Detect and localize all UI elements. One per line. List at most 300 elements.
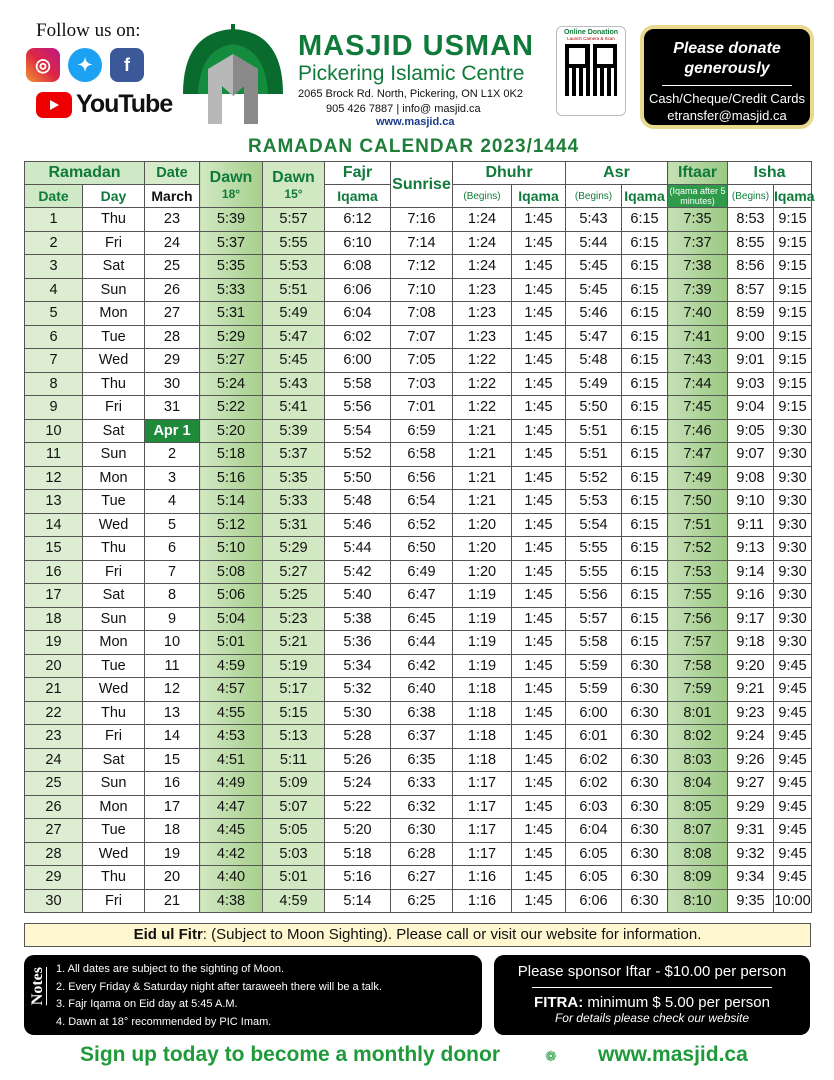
cell-march-date: 9 bbox=[145, 607, 200, 631]
cell-fajr-iqama: 5:24 bbox=[325, 772, 391, 796]
cell-iftaar: 8:05 bbox=[668, 795, 728, 819]
header-dawn-15 bbox=[263, 162, 325, 208]
cell-sunrise: 6:40 bbox=[391, 678, 453, 702]
cell-asr-begins: 6:00 bbox=[566, 701, 622, 725]
cell-day: Thu bbox=[83, 537, 145, 561]
follow-us-label: Follow us on: bbox=[36, 20, 141, 41]
cell-dawn-18: 5:16 bbox=[200, 466, 263, 490]
cell-asr-begins: 5:53 bbox=[566, 490, 622, 514]
cell-iftaar: 8:04 bbox=[668, 772, 728, 796]
cell-march-date: 20 bbox=[145, 866, 200, 890]
qr-subtitle: Launch Camera & Scan bbox=[567, 36, 615, 41]
table-row bbox=[25, 349, 812, 373]
cell-dhuhr-iqama: 1:45 bbox=[512, 255, 566, 279]
cell-march-date: 11 bbox=[145, 654, 200, 678]
cell-dawn-18: 5:10 bbox=[200, 537, 263, 561]
cell-asr-iqama: 6:15 bbox=[622, 466, 668, 490]
cell-isha-iqama: 9:15 bbox=[774, 325, 812, 349]
cell-isha-iqama: 9:15 bbox=[774, 278, 812, 302]
cell-asr-iqama: 6:30 bbox=[622, 819, 668, 843]
cell-day: Thu bbox=[83, 372, 145, 396]
cell-iftaar: 7:55 bbox=[668, 584, 728, 608]
cell-asr-iqama: 6:30 bbox=[622, 795, 668, 819]
cell-day: Sun bbox=[83, 443, 145, 467]
cell-isha-begins: 9:26 bbox=[728, 748, 774, 772]
cell-dawn-18: 5:08 bbox=[200, 560, 263, 584]
cell-isha-iqama: 9:30 bbox=[774, 466, 812, 490]
cell-asr-iqama: 6:15 bbox=[622, 231, 668, 255]
cell-asr-iqama: 6:30 bbox=[622, 772, 668, 796]
cell-isha-begins: 9:11 bbox=[728, 513, 774, 537]
cell-isha-iqama: 9:45 bbox=[774, 842, 812, 866]
cell-dawn-18: 4:59 bbox=[200, 654, 263, 678]
cell-sunrise: 7:08 bbox=[391, 302, 453, 326]
cell-march-date: 24 bbox=[145, 231, 200, 255]
cell-iftaar: 8:07 bbox=[668, 819, 728, 843]
fitra-line bbox=[494, 994, 810, 1011]
cell-dhuhr-iqama: 1:45 bbox=[512, 725, 566, 749]
cell-isha-iqama: 9:45 bbox=[774, 725, 812, 749]
subheader-asr-begins: (Begins) bbox=[566, 185, 622, 208]
table-row bbox=[25, 607, 812, 631]
cell-isha-iqama: 9:30 bbox=[774, 537, 812, 561]
cell-march-date: 29 bbox=[145, 349, 200, 373]
cell-dhuhr-begins: 1:17 bbox=[453, 842, 512, 866]
header-website-link[interactable]: www.masjid.ca bbox=[376, 116, 455, 128]
cell-isha-begins: 9:10 bbox=[728, 490, 774, 514]
calendar-title: RAMADAN CALENDAR 2023/1444 bbox=[248, 136, 580, 157]
cell-isha-begins: 9:29 bbox=[728, 795, 774, 819]
cell-sunrise: 6:35 bbox=[391, 748, 453, 772]
cell-sunrise: 6:42 bbox=[391, 654, 453, 678]
table-row bbox=[25, 889, 812, 913]
cell-dawn-15: 5:27 bbox=[263, 560, 325, 584]
cell-dhuhr-begins: 1:16 bbox=[453, 866, 512, 890]
cell-dhuhr-iqama: 1:45 bbox=[512, 349, 566, 373]
cell-dhuhr-begins: 1:21 bbox=[453, 466, 512, 490]
cell-isha-begins: 9:34 bbox=[728, 866, 774, 890]
table-row bbox=[25, 396, 812, 420]
cell-asr-begins: 6:05 bbox=[566, 866, 622, 890]
cell-asr-iqama: 6:30 bbox=[622, 889, 668, 913]
header-fajr: Fajr bbox=[325, 162, 391, 185]
cell-isha-begins: 9:21 bbox=[728, 678, 774, 702]
cell-dawn-15: 5:21 bbox=[263, 631, 325, 655]
fitra-text: minimum $ 5.00 per person bbox=[583, 994, 770, 1011]
notes-label: Notes bbox=[29, 967, 46, 1006]
cell-dhuhr-begins: 1:23 bbox=[453, 278, 512, 302]
note-item: 4. Dawn at 18° recommended by PIC Imam. bbox=[56, 1015, 272, 1028]
cell-asr-iqama: 6:15 bbox=[622, 255, 668, 279]
cell-dawn-18: 4:57 bbox=[200, 678, 263, 702]
cell-sunrise: 7:07 bbox=[391, 325, 453, 349]
table-row bbox=[25, 302, 812, 326]
cell-iftaar: 8:08 bbox=[668, 842, 728, 866]
cell-asr-begins: 6:04 bbox=[566, 819, 622, 843]
cell-asr-begins: 5:51 bbox=[566, 443, 622, 467]
cell-isha-begins: 8:56 bbox=[728, 255, 774, 279]
subheader-fajr-iqama: Iqama bbox=[325, 185, 391, 208]
cell-iftaar: 8:10 bbox=[668, 889, 728, 913]
cell-iftaar: 7:38 bbox=[668, 255, 728, 279]
notes-list bbox=[56, 961, 382, 1031]
cell-dhuhr-iqama: 1:45 bbox=[512, 443, 566, 467]
cell-iftaar: 7:49 bbox=[668, 466, 728, 490]
cell-day: Thu bbox=[83, 701, 145, 725]
cell-march-date: 26 bbox=[145, 278, 200, 302]
header-iftaar: Iftaar bbox=[668, 162, 728, 185]
cell-dawn-15: 5:31 bbox=[263, 513, 325, 537]
instagram-icon[interactable]: ◎ bbox=[26, 48, 60, 82]
cell-dawn-18: 5:01 bbox=[200, 631, 263, 655]
cell-dhuhr-begins: 1:20 bbox=[453, 513, 512, 537]
cell-dhuhr-begins: 1:19 bbox=[453, 631, 512, 655]
notes-box bbox=[24, 955, 482, 1035]
cell-isha-begins: 9:07 bbox=[728, 443, 774, 467]
cell-march-date: 15 bbox=[145, 748, 200, 772]
table-row bbox=[25, 772, 812, 796]
cell-asr-iqama: 6:15 bbox=[622, 490, 668, 514]
cell-march-date: 25 bbox=[145, 255, 200, 279]
cell-fajr-iqama: 5:58 bbox=[325, 372, 391, 396]
iftar-sponsor-text: Please sponsor Iftar - $10.00 per person bbox=[517, 963, 787, 980]
subheader-dhuhr-iqama: Iqama bbox=[512, 185, 566, 208]
cell-asr-begins: 5:45 bbox=[566, 278, 622, 302]
cell-asr-iqama: 6:15 bbox=[622, 607, 668, 631]
cell-dawn-18: 5:29 bbox=[200, 325, 263, 349]
cell-sunrise: 6:49 bbox=[391, 560, 453, 584]
cell-asr-begins: 6:03 bbox=[566, 795, 622, 819]
cell-asr-begins: 5:55 bbox=[566, 560, 622, 584]
cell-march-date: 27 bbox=[145, 302, 200, 326]
cell-fajr-iqama: 5:26 bbox=[325, 748, 391, 772]
cell-dawn-15: 5:29 bbox=[263, 537, 325, 561]
cell-dawn-15: 5:39 bbox=[263, 419, 325, 443]
cell-dhuhr-iqama: 1:45 bbox=[512, 819, 566, 843]
cell-ramadan-date: 14 bbox=[25, 513, 83, 537]
cell-asr-begins: 6:05 bbox=[566, 842, 622, 866]
cell-sunrise: 7:14 bbox=[391, 231, 453, 255]
cell-dawn-18: 5:22 bbox=[200, 396, 263, 420]
cell-dhuhr-begins: 1:20 bbox=[453, 537, 512, 561]
cell-dawn-15: 5:15 bbox=[263, 701, 325, 725]
cell-dawn-15: 5:37 bbox=[263, 443, 325, 467]
cell-iftaar: 7:40 bbox=[668, 302, 728, 326]
cell-march-date: 17 bbox=[145, 795, 200, 819]
cell-ramadan-date: 20 bbox=[25, 654, 83, 678]
header-ramadan: Ramadan bbox=[25, 162, 145, 185]
header-dawn15-degree: 15° bbox=[284, 186, 303, 201]
ramadan-timetable bbox=[24, 161, 815, 913]
cell-dhuhr-begins: 1:24 bbox=[453, 208, 512, 232]
sponsor-box bbox=[494, 955, 810, 1035]
cell-asr-iqama: 6:15 bbox=[622, 302, 668, 326]
cell-isha-iqama: 9:45 bbox=[774, 866, 812, 890]
social-links bbox=[26, 48, 144, 82]
cell-isha-iqama: 9:15 bbox=[774, 372, 812, 396]
youtube-link[interactable] bbox=[36, 90, 172, 119]
cell-day: Sat bbox=[83, 255, 145, 279]
cell-fajr-iqama: 6:10 bbox=[325, 231, 391, 255]
cell-fajr-iqama: 6:06 bbox=[325, 278, 391, 302]
cell-dhuhr-iqama: 1:45 bbox=[512, 584, 566, 608]
cell-dawn-15: 5:13 bbox=[263, 725, 325, 749]
cell-day: Fri bbox=[83, 396, 145, 420]
cell-asr-begins: 5:56 bbox=[566, 584, 622, 608]
donation-qr-card[interactable] bbox=[556, 26, 626, 116]
cell-ramadan-date: 28 bbox=[25, 842, 83, 866]
cell-dhuhr-begins: 1:18 bbox=[453, 678, 512, 702]
cell-iftaar: 7:57 bbox=[668, 631, 728, 655]
cell-march-date: 2 bbox=[145, 443, 200, 467]
cell-dawn-15: 5:25 bbox=[263, 584, 325, 608]
cell-fajr-iqama: 5:48 bbox=[325, 490, 391, 514]
cell-sunrise: 6:33 bbox=[391, 772, 453, 796]
cell-isha-iqama: 9:30 bbox=[774, 490, 812, 514]
cell-dhuhr-iqama: 1:45 bbox=[512, 396, 566, 420]
cell-march-date: 21 bbox=[145, 889, 200, 913]
footer-website-link[interactable]: www.masjid.ca bbox=[598, 1043, 748, 1066]
cell-dhuhr-iqama: 1:45 bbox=[512, 678, 566, 702]
masjid-address: 2065 Brock Rd. North, Pickering, ON L1X 0K2 bbox=[298, 88, 523, 100]
cell-dawn-18: 5:31 bbox=[200, 302, 263, 326]
cell-asr-iqama: 6:30 bbox=[622, 842, 668, 866]
donate-title: Please donate generously bbox=[673, 40, 781, 77]
cell-dawn-18: 4:45 bbox=[200, 819, 263, 843]
cell-ramadan-date: 10 bbox=[25, 419, 83, 443]
header-sunrise: Sunrise bbox=[391, 162, 453, 208]
header-dawn18-label: Dawn bbox=[209, 168, 253, 186]
cell-dhuhr-iqama: 1:45 bbox=[512, 560, 566, 584]
cell-dhuhr-begins: 1:21 bbox=[453, 443, 512, 467]
cell-ramadan-date: 25 bbox=[25, 772, 83, 796]
cell-fajr-iqama: 5:14 bbox=[325, 889, 391, 913]
cell-day: Fri bbox=[83, 889, 145, 913]
cell-dhuhr-begins: 1:17 bbox=[453, 819, 512, 843]
table-row bbox=[25, 443, 812, 467]
cell-dawn-18: 5:39 bbox=[200, 208, 263, 232]
cell-asr-begins: 5:54 bbox=[566, 513, 622, 537]
table-row bbox=[25, 701, 812, 725]
cell-dhuhr-iqama: 1:45 bbox=[512, 631, 566, 655]
cell-sunrise: 6:28 bbox=[391, 842, 453, 866]
cell-sunrise: 6:45 bbox=[391, 607, 453, 631]
cell-dawn-18: 5:37 bbox=[200, 231, 263, 255]
cell-dawn-15: 5:09 bbox=[263, 772, 325, 796]
cell-isha-iqama: 9:30 bbox=[774, 560, 812, 584]
cell-ramadan-date: 8 bbox=[25, 372, 83, 396]
cell-isha-iqama: 9:30 bbox=[774, 419, 812, 443]
cell-isha-begins: 9:18 bbox=[728, 631, 774, 655]
cell-ramadan-date: 22 bbox=[25, 701, 83, 725]
cell-dhuhr-begins: 1:22 bbox=[453, 372, 512, 396]
cell-day: Sun bbox=[83, 607, 145, 631]
cell-isha-iqama: 9:15 bbox=[774, 231, 812, 255]
facebook-icon[interactable]: f bbox=[110, 48, 144, 82]
cell-dawn-15: 5:57 bbox=[263, 208, 325, 232]
masjid-logo bbox=[178, 24, 288, 126]
signup-banner[interactable]: Sign up today to become a monthly donor bbox=[80, 1043, 501, 1066]
cell-dhuhr-iqama: 1:45 bbox=[512, 701, 566, 725]
cell-march-date: 14 bbox=[145, 725, 200, 749]
cell-iftaar: 7:58 bbox=[668, 654, 728, 678]
subheader-dhuhr-begins: (Begins) bbox=[453, 185, 512, 208]
cell-dawn-18: 4:53 bbox=[200, 725, 263, 749]
cell-dhuhr-iqama: 1:45 bbox=[512, 278, 566, 302]
cell-isha-begins: 9:00 bbox=[728, 325, 774, 349]
cell-asr-begins: 5:58 bbox=[566, 631, 622, 655]
cell-sunrise: 6:30 bbox=[391, 819, 453, 843]
cell-march-date: 28 bbox=[145, 325, 200, 349]
cell-dhuhr-iqama: 1:45 bbox=[512, 325, 566, 349]
cell-dawn-15: 5:03 bbox=[263, 842, 325, 866]
cell-asr-iqama: 6:15 bbox=[622, 372, 668, 396]
cell-dhuhr-iqama: 1:45 bbox=[512, 654, 566, 678]
cell-iftaar: 7:43 bbox=[668, 349, 728, 373]
cell-fajr-iqama: 5:38 bbox=[325, 607, 391, 631]
cell-asr-begins: 6:01 bbox=[566, 725, 622, 749]
cell-dawn-18: 5:24 bbox=[200, 372, 263, 396]
cell-asr-begins: 5:52 bbox=[566, 466, 622, 490]
cell-ramadan-date: 5 bbox=[25, 302, 83, 326]
twitter-icon[interactable]: ✦ bbox=[68, 48, 102, 82]
cell-dawn-18: 4:55 bbox=[200, 701, 263, 725]
cell-iftaar: 7:51 bbox=[668, 513, 728, 537]
cell-asr-iqama: 6:15 bbox=[622, 278, 668, 302]
cell-isha-iqama: 9:45 bbox=[774, 819, 812, 843]
cell-iftaar: 7:50 bbox=[668, 490, 728, 514]
cell-day: Tue bbox=[83, 654, 145, 678]
cell-isha-iqama: 9:15 bbox=[774, 208, 812, 232]
cell-sunrise: 6:56 bbox=[391, 466, 453, 490]
cell-day: Tue bbox=[83, 490, 145, 514]
cell-dawn-15: 5:41 bbox=[263, 396, 325, 420]
cell-iftaar: 7:45 bbox=[668, 396, 728, 420]
cell-dhuhr-iqama: 1:45 bbox=[512, 842, 566, 866]
subheader-isha-begins: (Begins) bbox=[728, 185, 774, 208]
cell-asr-begins: 6:06 bbox=[566, 889, 622, 913]
cell-day: Mon bbox=[83, 631, 145, 655]
cell-dhuhr-begins: 1:22 bbox=[453, 349, 512, 373]
cell-ramadan-date: 13 bbox=[25, 490, 83, 514]
cell-fajr-iqama: 5:44 bbox=[325, 537, 391, 561]
table-row bbox=[25, 278, 812, 302]
cell-iftaar: 7:53 bbox=[668, 560, 728, 584]
cell-dhuhr-begins: 1:20 bbox=[453, 560, 512, 584]
cell-asr-begins: 6:02 bbox=[566, 748, 622, 772]
cell-iftaar: 7:37 bbox=[668, 231, 728, 255]
table-row bbox=[25, 255, 812, 279]
cell-dawn-18: 4:47 bbox=[200, 795, 263, 819]
cell-day: Mon bbox=[83, 795, 145, 819]
cell-isha-iqama: 10:00 bbox=[774, 889, 812, 913]
header-dawn15-label: Dawn bbox=[272, 168, 315, 186]
cell-iftaar: 7:35 bbox=[668, 208, 728, 232]
cell-fajr-iqama: 5:50 bbox=[325, 466, 391, 490]
cell-fajr-iqama: 5:52 bbox=[325, 443, 391, 467]
cell-fajr-iqama: 6:12 bbox=[325, 208, 391, 232]
table-row bbox=[25, 372, 812, 396]
cell-iftaar: 7:39 bbox=[668, 278, 728, 302]
cell-dawn-15: 4:59 bbox=[263, 889, 325, 913]
cell-iftaar: 7:46 bbox=[668, 419, 728, 443]
cell-dhuhr-iqama: 1:45 bbox=[512, 419, 566, 443]
cell-sunrise: 6:25 bbox=[391, 889, 453, 913]
cell-sunrise: 7:05 bbox=[391, 349, 453, 373]
cell-dawn-18: 4:49 bbox=[200, 772, 263, 796]
table-row bbox=[25, 725, 812, 749]
fitra-label: FITRA: bbox=[534, 994, 584, 1011]
cell-sunrise: 7:16 bbox=[391, 208, 453, 232]
header-date: Date bbox=[145, 162, 200, 185]
cell-dhuhr-begins: 1:21 bbox=[453, 419, 512, 443]
cell-isha-begins: 9:13 bbox=[728, 537, 774, 561]
cell-dhuhr-begins: 1:22 bbox=[453, 396, 512, 420]
cell-dawn-18: 4:51 bbox=[200, 748, 263, 772]
table-row bbox=[25, 419, 812, 443]
cell-dawn-15: 5:33 bbox=[263, 490, 325, 514]
cell-dawn-15: 5:05 bbox=[263, 819, 325, 843]
note-item: 2. Every Friday & Saturday night after taraweeh there will be a talk. bbox=[56, 980, 382, 993]
cell-dhuhr-begins: 1:19 bbox=[453, 654, 512, 678]
cell-dhuhr-begins: 1:18 bbox=[453, 725, 512, 749]
cell-dawn-15: 5:53 bbox=[263, 255, 325, 279]
cell-ramadan-date: 2 bbox=[25, 231, 83, 255]
cell-asr-begins: 5:57 bbox=[566, 607, 622, 631]
cell-dawn-15: 5:01 bbox=[263, 866, 325, 890]
cell-isha-begins: 9:32 bbox=[728, 842, 774, 866]
cell-isha-begins: 9:14 bbox=[728, 560, 774, 584]
cell-dhuhr-iqama: 1:45 bbox=[512, 208, 566, 232]
cell-day: Tue bbox=[83, 325, 145, 349]
table-row bbox=[25, 490, 812, 514]
cell-isha-begins: 9:20 bbox=[728, 654, 774, 678]
cell-sunrise: 6:44 bbox=[391, 631, 453, 655]
youtube-play-icon bbox=[36, 92, 72, 118]
cell-asr-iqama: 6:15 bbox=[622, 208, 668, 232]
cell-dhuhr-iqama: 1:45 bbox=[512, 490, 566, 514]
cell-fajr-iqama: 5:30 bbox=[325, 701, 391, 725]
cell-dawn-18: 5:06 bbox=[200, 584, 263, 608]
cell-dawn-15: 5:17 bbox=[263, 678, 325, 702]
cell-sunrise: 6:27 bbox=[391, 866, 453, 890]
cell-day: Wed bbox=[83, 349, 145, 373]
cell-isha-begins: 9:27 bbox=[728, 772, 774, 796]
cell-asr-iqama: 6:15 bbox=[622, 513, 668, 537]
cell-isha-iqama: 9:45 bbox=[774, 701, 812, 725]
table-row bbox=[25, 537, 812, 561]
cell-isha-begins: 9:23 bbox=[728, 701, 774, 725]
cell-dawn-18: 4:40 bbox=[200, 866, 263, 890]
cell-day: Sat bbox=[83, 584, 145, 608]
cell-fajr-iqama: 5:34 bbox=[325, 654, 391, 678]
eid-text: : (Subject to Moon Sighting). Please call or visit our website for information. bbox=[202, 926, 702, 943]
cell-isha-iqama: 9:45 bbox=[774, 678, 812, 702]
cell-dawn-15: 5:35 bbox=[263, 466, 325, 490]
cell-dhuhr-begins: 1:24 bbox=[453, 231, 512, 255]
cell-dhuhr-begins: 1:17 bbox=[453, 795, 512, 819]
cell-dawn-18: 5:33 bbox=[200, 278, 263, 302]
cell-ramadan-date: 9 bbox=[25, 396, 83, 420]
cell-march-date: 5 bbox=[145, 513, 200, 537]
cell-ramadan-date: 4 bbox=[25, 278, 83, 302]
cell-fajr-iqama: 5:20 bbox=[325, 819, 391, 843]
cell-asr-begins: 5:59 bbox=[566, 678, 622, 702]
cell-march-date: 4 bbox=[145, 490, 200, 514]
qr-code-icon bbox=[565, 44, 617, 96]
fitra-details: For details please check our website bbox=[554, 1011, 750, 1025]
cell-asr-iqama: 6:15 bbox=[622, 325, 668, 349]
